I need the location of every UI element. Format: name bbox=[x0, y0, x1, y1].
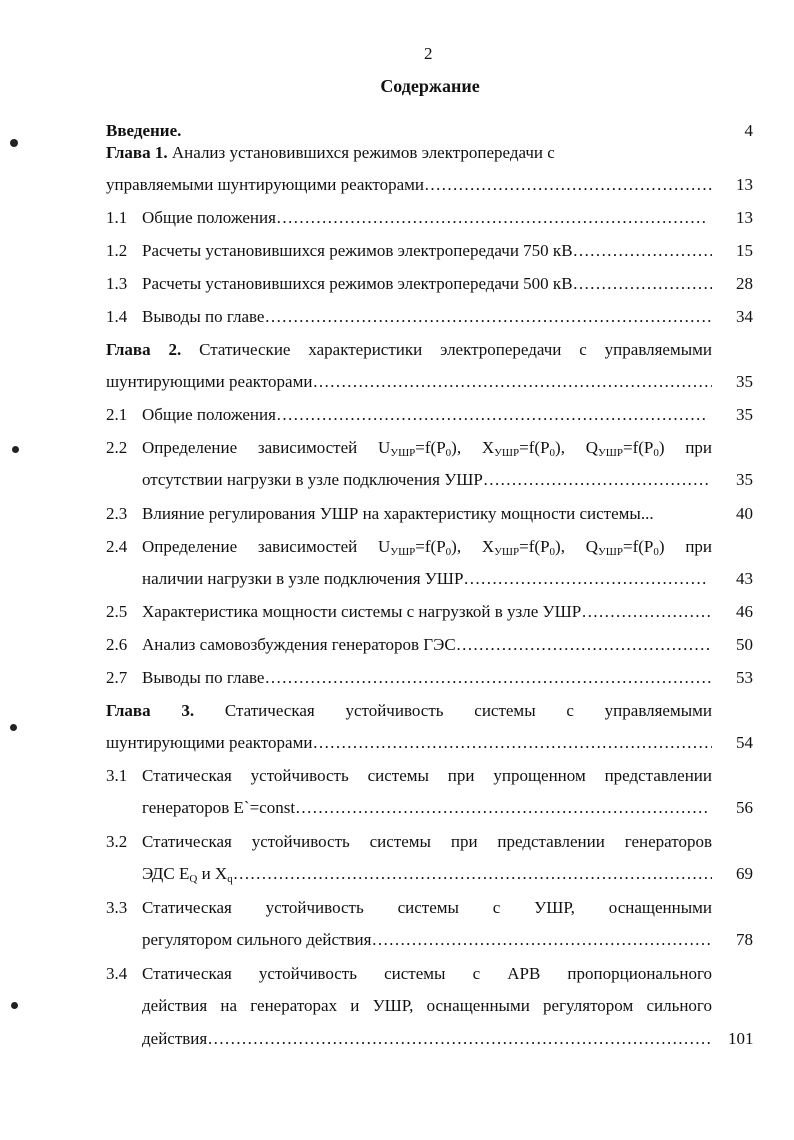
toc-num: 2.1 bbox=[106, 405, 128, 424]
toc-chapter-1: Глава 1. Анализ установившихся режимов электропередачи с bbox=[106, 143, 555, 162]
toc-num: 1.2 bbox=[106, 241, 128, 260]
toc-page: 35 bbox=[736, 372, 753, 391]
toc-num: 1.3 bbox=[106, 274, 128, 293]
toc-page: 40 bbox=[736, 504, 753, 523]
toc-page: 69 bbox=[736, 864, 753, 883]
scan-speck bbox=[11, 1002, 18, 1009]
toc-intro: Введение. bbox=[106, 121, 182, 140]
scan-speck bbox=[10, 139, 18, 147]
toc-section-2-3: Влияние регулирования УШР на характеристику мощности системы... bbox=[142, 504, 654, 523]
toc-page: 35 bbox=[736, 405, 753, 424]
toc-section-2-5: Характеристика мощности системы с нагрузкой в узле УШР ………………………………………………………………………………………………………………………………………………………………………… bbox=[142, 602, 712, 622]
toc-section-2-1: Общие положения ………………………………………………………………………………………………………………………………………………………………………… bbox=[142, 405, 708, 425]
toc-section-3-1: Статическая устойчивость системы при упрощенном представлении bbox=[142, 766, 712, 785]
toc-page: 15 bbox=[736, 241, 753, 260]
scan-speck bbox=[12, 446, 19, 453]
toc-page: 13 bbox=[736, 208, 753, 227]
toc-page: 35 bbox=[736, 470, 753, 489]
toc-page: 50 bbox=[736, 635, 753, 654]
toc-chapter-1-line: управляемыми шунтирующими реакторами ………………………………………………………………………………………………………………………………………………………………………… bbox=[106, 175, 714, 195]
toc-page: 13 bbox=[736, 175, 753, 194]
toc-num: 3.2 bbox=[106, 832, 128, 851]
toc-page: 46 bbox=[736, 602, 753, 621]
toc-page: 54 bbox=[736, 733, 753, 752]
toc-section-2-4-line: наличии нагрузки в узле подключения УШР ………………………………………………………………………………………………………………………………………………………………………… bbox=[142, 569, 708, 589]
toc-page: 43 bbox=[736, 569, 753, 588]
toc-section-3-1-line: генераторов E`=const ………………………………………………………………………………………………………………………………………………………………………… bbox=[142, 798, 708, 818]
toc-chapter-3: Глава 3. Статическая устойчивость системы с управляемыми bbox=[106, 701, 713, 720]
toc-section-3-3-line: регулятором сильного действия ………………………………………………………………………………………………………………………………………………………………………… bbox=[142, 930, 712, 950]
scan-speck bbox=[10, 724, 17, 731]
toc-section-3-2: Статическая устойчивость системы при представлении генераторов bbox=[142, 832, 712, 851]
toc-chapter-2-line: шунтирующими реакторами ………………………………………………………………………………………………………………………………………………………………………… bbox=[106, 372, 712, 392]
toc-heading: Содержание bbox=[380, 76, 480, 96]
toc-num: 3.3 bbox=[106, 898, 128, 917]
toc-page: 34 bbox=[736, 307, 753, 326]
toc-section-3-2-line: ЭДС $E_Q$ и $X_q$ ………………………………………………………………………………………………………………………………………………………………………… bbox=[142, 864, 712, 889]
toc-num: 3.1 bbox=[106, 766, 128, 785]
toc-num: 2.5 bbox=[106, 602, 128, 621]
toc-page: 56 bbox=[736, 798, 753, 817]
toc-section-1-1: Общие положения ………………………………………………………………………………………………………………………………………………………………………… bbox=[142, 208, 708, 228]
toc-page: 78 bbox=[736, 930, 753, 949]
toc-section-1-4: Выводы по главе ………………………………………………………………………………………………………………………………………………………………………… bbox=[142, 307, 712, 327]
toc-num: 2.2 bbox=[106, 438, 128, 457]
toc-section-2-4: Определение зависимостей $U_{УШР}=f(P_0)$, $X_{УШР}=f(P_0)$, $Q_{УШР}=f(P_0)$ при bbox=[142, 537, 713, 558]
toc-page: 101 bbox=[728, 1029, 754, 1048]
toc-section-2-7: Выводы по главе ………………………………………………………………………………………………………………………………………………………………………… bbox=[142, 668, 712, 688]
toc-section-1-3: Расчеты установившихся режимов электропередачи 500 кВ ………………………………………………………………………………………………………………………………………………………………………… bbox=[142, 274, 712, 294]
toc-num: 2.4 bbox=[106, 537, 128, 556]
toc-section-3-4-line3: действия ………………………………………………………………………………………………………………………………………………………………………… bbox=[142, 1029, 712, 1049]
toc-section-3-3: Статическая устойчивость системы с УШР, оснащенными bbox=[142, 898, 712, 917]
toc-page: 28 bbox=[736, 274, 753, 293]
page-number: 2 bbox=[424, 44, 433, 63]
toc-num: 2.7 bbox=[106, 668, 128, 687]
toc-section-3-4: Статическая устойчивость системы с АРВ пропорционального bbox=[142, 964, 712, 983]
toc-page: 53 bbox=[736, 668, 753, 687]
toc-chapter-2: Глава 2. Статические характеристики электропередачи с управляемыми bbox=[106, 340, 713, 359]
toc-num: 2.6 bbox=[106, 635, 128, 654]
toc-section-2-2-line: отсутствии нагрузки в узле подключения УШР ………………………………………………………………………………………………………………………………………………………………………… bbox=[142, 470, 708, 490]
toc-num: 2.3 bbox=[106, 504, 128, 523]
toc-section-2-2: Определение зависимостей $U_{УШР}=f(P_0)$, $X_{УШР}=f(P_0)$, $Q_{УШР}=f(P_0)$ при bbox=[142, 438, 713, 459]
toc-section-1-2: Расчеты установившихся режимов электропередачи 750 кВ ………………………………………………………………………………………………………………………………………………………………………… bbox=[142, 241, 712, 261]
toc-num: 1.4 bbox=[106, 307, 128, 326]
toc-num: 3.4 bbox=[106, 964, 128, 983]
toc-chapter-3-line: шунтирующими реакторами ………………………………………………………………………………………………………………………………………………………………………… bbox=[106, 733, 712, 753]
toc-section-2-6: Анализ самовозбуждения генераторов ГЭС ………………………………………………………………………………………………………………………………………………………………………… bbox=[142, 635, 712, 655]
toc-num: 1.1 bbox=[106, 208, 128, 227]
toc-section-3-4-line2: действия на генераторах и УШР, оснащенными регулятором сильного bbox=[142, 996, 712, 1015]
toc-page: 4 bbox=[744, 121, 753, 140]
